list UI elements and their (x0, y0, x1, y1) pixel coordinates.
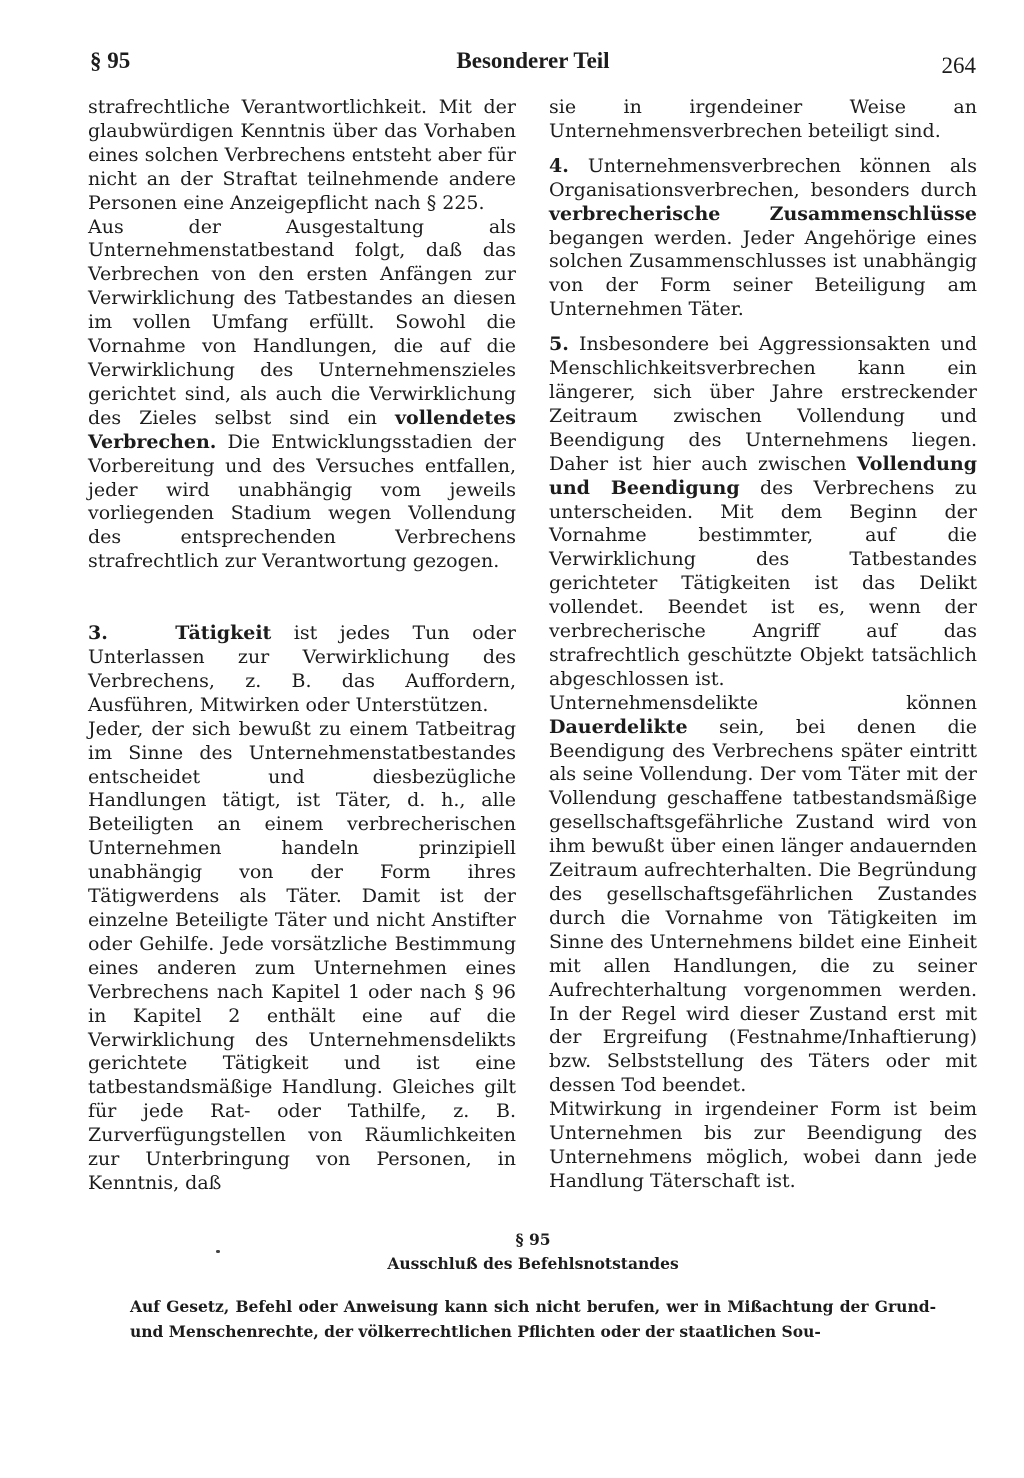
right-paragraph-2: 4. Unternehmensverbrechen können als Organisationsverbrechen, besonders durch verbrecherische Zusammenschlüsse begangen werden. Jeder Angehörige eines solchen Zusammenschlusses ist unabhängig von der Form seiner Beteiligung am Unternehmen Täter. (549, 154, 977, 321)
emphasis-vollendung-und-beendigung: Vollendung und Beendigung (549, 452, 977, 499)
section-heading-title: Ausschluß des Befehlsnotstandes (387, 1254, 679, 1273)
emphasis-dauerdelikte: Dauerdelikte (549, 715, 688, 738)
right-paragraph-1: sie in irgendeiner Weise an Unternehmensverbrechen beteiligt sind. (549, 96, 977, 142)
header-section-number: § 95 (90, 48, 131, 73)
section-heading-number: § 95 (515, 1230, 551, 1249)
right-paragraph-3: 5. Insbesondere bei Aggressionsakten und Menschlichkeitsverbrechen kann ein längerer, sich über Jahre erstreckender Zeitraum zwischen Vollendung und Beendigung des Unternehmens liegen. Daher ist hier auch zwischen Vollendung und Beendigung des Verbrechens zu unterscheiden. Mit dem Beginn der Vornahme bestimmter, auf die Verwirklichung des Tatbestandes gerichteter Tätigkeiten ist das Delikt vollendet. Beendet ist es, wenn der verbrecherische Angriff auf das strafrechtlich geschützte Objekt tatsächlich abgeschlossen ist. (549, 333, 977, 690)
left-paragraph-2: Aus der Ausgestaltung als Unternehmenstatbestand folgt, daß das Verbrechen von den ersten Anfängen zur Verwirklichung des Tatbestandes an diesen im vollen Umfang erfüllt. Sowohl die Vornahme von Handlungen, die auf die Verwirklichung des Unternehmenszieles gerichtet sind, als auch die Verwirklichung des Zieles selbst sind ein vollendetes Verbrechen. Die Entwicklungsstadien der Vorbereitung und des Versuches entfallen, jeder wird unabhängig vom jeweils vorliegenden Stadium wegen Vollendung des entsprechenden Verbrechens strafrechtlich zur Verantwortung gezogen. (88, 215, 516, 573)
emphasis-vollendetes-verbrechen: vollendetes Verbrechen. (88, 406, 516, 453)
right-column (549, 96, 977, 1194)
item-number-4: 4. (549, 154, 569, 177)
left-column (88, 96, 516, 1196)
header-title: Besonderer Teil (456, 48, 610, 73)
page-number: 264 (941, 53, 976, 78)
item-number-5: 5. (549, 333, 569, 356)
emphasis-taetigkeit: Tätigkeit (175, 622, 272, 645)
page-header (90, 40, 976, 80)
right-paragraph-4: Unternehmensdelikte können Dauerdelikte sein, bei denen die Beendigung des Verbrechens später eintritt als seine Vollendung. Der vom Täter mit der Vollendung geschaffene tatbestandsmäßige gesellschaftsgefährliche Zustand wird von ihm bewußt über einen länger andauernden Zeitraum aufrechterhalten. Die Begründung des gesellschaftsgefährlichen Zustandes durch die Vornahme von Tätigkeiten im Sinne des Unternehmens bildet eine Einheit mit allen Handlungen, die zu seiner Aufrechterhaltung vorgenommen werden. In der Regel wird dieser Zustand erst mit der Ergreifung (Festnahme/Inhaftierung) bzw. Selbststellung des Täters oder mit dessen Tod beendet. (549, 691, 977, 1097)
section-heading (90, 1228, 976, 1276)
left-paragraph-1: strafrechtliche Verantwortlichkeit. Mit der glaubwürdigen Kenntnis über das Vorhaben eines solchen Verbrechens entsteht aber für nicht an der Straftat teilnehmende andere Personen eine Anzeigepflicht nach § 225. (88, 96, 516, 214)
section-text: Auf Gesetz, Befehl oder Anweisung kann sich nicht berufen, wer in Mißachtung der Grund- und Menschenrechte, der völkerrechtlichen Pflichten oder der staatlichen Sou- (130, 1297, 936, 1341)
emphasis-verbrecherische-zusammenschluesse: verbrecherische Zusammenschlüsse (549, 202, 977, 225)
item-number-3: 3. (88, 622, 108, 645)
left-paragraph-3: 3. Tätigkeit ist jedes Tun oder Unterlassen zur Verwirklichung des Verbrechens, z. B. das Auffordern, Ausführen, Mitwirken oder Unterstützen. (88, 622, 516, 716)
right-paragraph-5: Mitwirkung in irgendeiner Form ist beim Unternehmen bis zur Beendigung des Unternehmens möglich, wobei dann jede Handlung Täterschaft ist. (549, 1098, 977, 1192)
left-paragraph-4: Jeder, der sich bewußt zu einem Tatbeitrag im Sinne des Unternehmenstatbestandes entscheidet und diesbezügliche Handlungen tätigt, ist Täter, d. h., alle Beteiligten an einem verbrecherischen Unternehmen handeln prinzipiell unabhängig von der Form ihres Tätigwerdens als Täter. Damit ist der einzelne Beteiligte Täter und nicht Anstifter oder Gehilfe. Jede vorsätzliche Bestimmung eines anderen zum Unternehmen eines Verbrechens nach Kapitel 1 oder nach § 96 in Kapitel 2 enthält eine auf die Verwirklichung des Unternehmensdelikts gerichtete Tätigkeit und ist eine tatbestandsmäßige Handlung. Gleiches gilt für jede Rat- oder Tathilfe, z. B. Zurverfügungstellen von Räumlichkeiten zur Unterbringung von Personen, in Kenntnis, daß (88, 717, 516, 1194)
